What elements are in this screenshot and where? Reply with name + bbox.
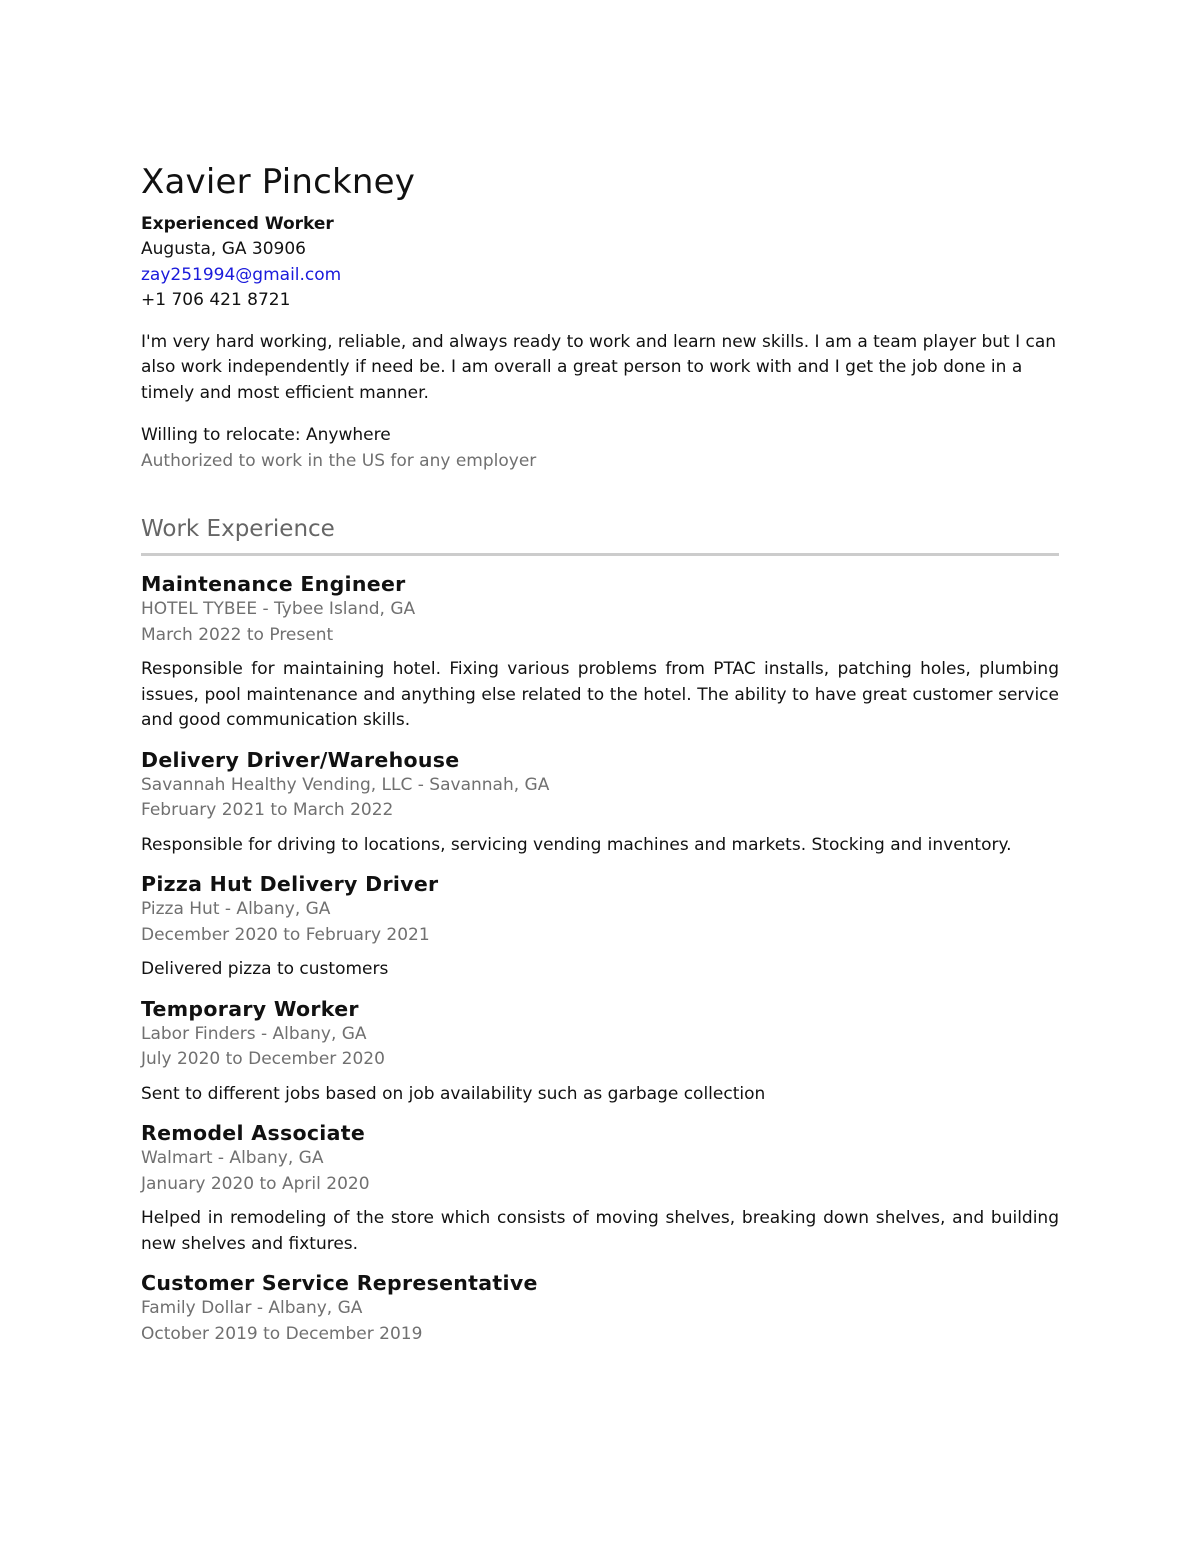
job-description: Sent to different jobs based on job availability such as garbage collection <box>141 1083 766 1104</box>
job-title: Remodel Associate <box>141 1121 366 1145</box>
job-title: Delivery Driver/Warehouse <box>141 747 460 772</box>
job-title: Pizza Hut Delivery Driver <box>141 872 439 896</box>
summary: I'm very hard working, reliable, and always ready to work and learn new skills. I am a team player but I can also work independently if need be. I am overall a great person to work with and I get the job done in a timely and most efficient manner. <box>141 331 1057 403</box>
headline: Experienced Worker <box>141 214 334 234</box>
job-dates: July 2020 to December 2020 <box>141 1049 385 1069</box>
job-title: Customer Service Representative <box>141 1271 538 1295</box>
job-description: Responsible for maintaining hotel. Fixing various problems from PTAC installs, patching holes, plumbing issues, pool maintenance and anything else related to the hotel. The ability to have great customer service and good communication skills. <box>141 659 1059 730</box>
section-title-work-experience: Work Experience <box>141 514 1059 556</box>
location: Augusta, GA 30906 <box>141 239 307 259</box>
job-title: Temporary Worker <box>141 996 359 1021</box>
job-dates: January 2020 to April 2020 <box>141 1173 370 1194</box>
job-item <box>141 1270 1059 1347</box>
job-title: Maintenance Engineer <box>141 572 406 596</box>
job-description: Helped in remodeling of the store which consists of moving shelves, breaking down shelves, and building new shelves and fixtures. <box>141 1208 1059 1254</box>
job-company: Savannah Healthy Vending, LLC - Savannah, GA <box>141 774 550 795</box>
job-dates: March 2022 to Present <box>141 624 334 645</box>
job-item <box>141 871 1059 983</box>
job-description: Responsible for driving to locations, servicing vending machines and markets. Stocking and inventory. <box>141 834 1012 855</box>
job-dates: October 2019 to December 2019 <box>141 1323 423 1344</box>
resume-page <box>141 160 1059 1347</box>
job-company: Walmart - Albany, GA <box>141 1148 324 1168</box>
job-item <box>141 996 1059 1108</box>
job-company: Labor Finders - Albany, GA <box>141 1023 367 1044</box>
job-list <box>141 571 1059 1347</box>
job-item <box>141 1120 1059 1257</box>
job-item <box>141 747 1059 859</box>
phone-number: +1 706 421 8721 <box>141 290 291 310</box>
job-item <box>141 571 1059 734</box>
email-link[interactable]: zay251994@gmail.com <box>141 264 342 285</box>
job-dates: February 2021 to March 2022 <box>141 800 394 820</box>
job-dates: December 2020 to February 2021 <box>141 924 430 945</box>
job-description: Delivered pizza to customers <box>141 959 389 979</box>
relocation-preference: Willing to relocate: Anywhere <box>141 425 391 445</box>
job-company: HOTEL TYBEE - Tybee Island, GA <box>141 599 416 619</box>
job-company: Family Dollar - Albany, GA <box>141 1298 363 1318</box>
candidate-name: Xavier Pinckney <box>141 162 416 202</box>
job-company: Pizza Hut - Albany, GA <box>141 899 331 919</box>
work-authorization: Authorized to work in the US for any employer <box>141 450 537 471</box>
